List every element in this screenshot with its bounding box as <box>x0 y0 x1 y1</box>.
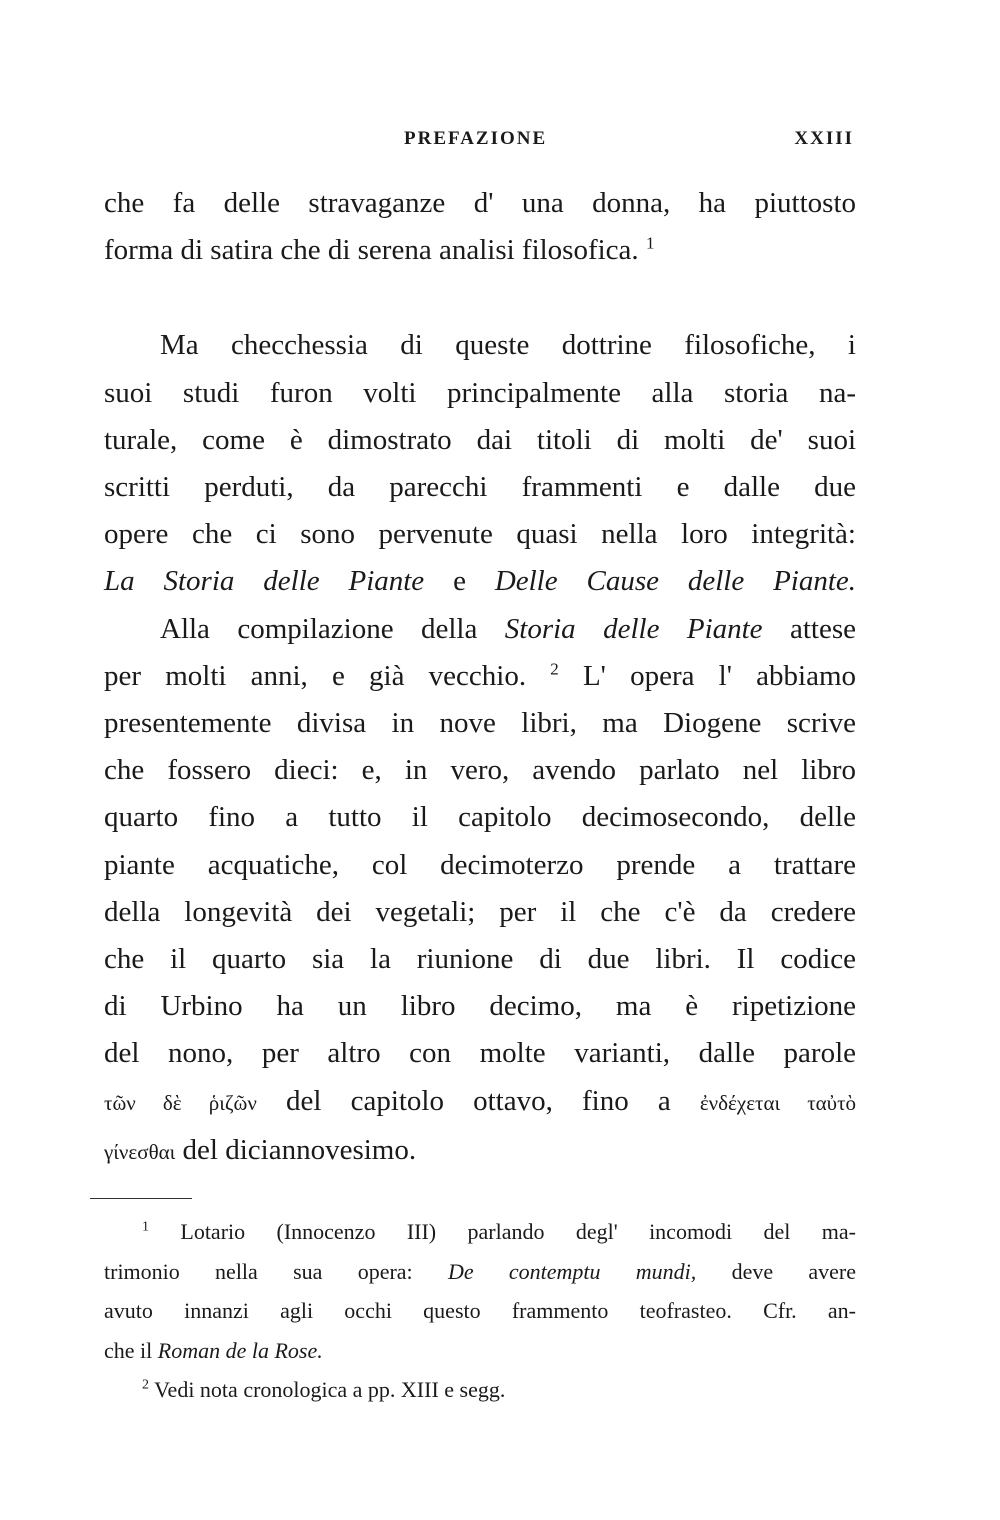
text-span: del diciannovesimo. <box>182 1133 417 1166</box>
text-line: del nono, per altro con molte varianti, dalle parole <box>104 1037 856 1070</box>
text-span: forma di satira che di serena analisi filosofica. <box>104 234 639 267</box>
greek-text: γίνεσθαι <box>104 1139 176 1164</box>
text-line <box>104 1078 856 1127</box>
running-head <box>104 128 854 158</box>
page-number: XXIII <box>794 128 854 149</box>
paragraph-gap <box>104 274 856 322</box>
footnote-ref: 2 <box>550 659 559 679</box>
paragraph <box>104 322 856 605</box>
book-title: Roman de la Rose. <box>157 1337 323 1363</box>
paragraph <box>104 606 856 1176</box>
text-line: scritti perduti, da parecchi frammenti e dalle due <box>104 471 856 504</box>
text-span: Lotario (Innocenzo III) parlando degl' incomodi del ma- <box>180 1219 856 1244</box>
text-line: Ma checchessia di queste dottrine filosofiche, i <box>160 329 856 362</box>
text-span: deve avere <box>731 1258 857 1284</box>
text-line: che fa delle stravaganze d' una donna, ha piuttosto <box>104 187 856 219</box>
running-title: PREFAZIONE <box>404 128 548 149</box>
text-line: piante acquatiche, col decimoterzo prende a trattare <box>104 848 856 881</box>
text-line: della longevità dei vegetali; per il che c'è da credere <box>104 895 856 928</box>
text-line <box>104 653 856 700</box>
text-span: del capitolo ottavo, fino a <box>286 1084 671 1117</box>
book-title: Storia delle Piante <box>504 612 763 645</box>
text-span: che il <box>104 1337 153 1363</box>
text-line: che fossero dieci: e, in vero, avendo parlato nel libro <box>104 754 856 787</box>
footnote-ref: 1 <box>645 233 655 253</box>
text-line: quarto fino a tutto il capitolo decimosecondo, delle <box>104 801 856 834</box>
text-span: Alla compilazione della <box>160 612 478 645</box>
footnote-number: 2 <box>142 1377 149 1393</box>
text-line <box>104 227 856 274</box>
text-line: di Urbino ha un libro decimo, ma è ripetizione <box>104 990 856 1023</box>
text-span: e <box>453 565 466 598</box>
book-title: De contemptu mundi, <box>447 1258 697 1284</box>
text-line <box>104 1252 856 1292</box>
book-title: Delle Cause delle Piante. <box>494 565 857 598</box>
text-span: Vedi nota cronologica a pp. XIII e segg. <box>154 1377 506 1402</box>
text-line <box>104 1127 856 1176</box>
footnote-1 <box>104 1212 856 1370</box>
footnote-number: 1 <box>142 1219 149 1235</box>
footnote-rule <box>90 1198 192 1199</box>
text-line <box>104 1370 856 1410</box>
footnote-2 <box>104 1370 856 1410</box>
text-span: L' opera l' abbiamo <box>582 659 857 692</box>
text-line: presentemente divisa in nove libri, ma Diogene scrive <box>104 707 856 740</box>
book-title: La Storia delle Piante <box>104 565 425 598</box>
text-line: turale, come è dimostrato dai titoli di molti de' suoi <box>104 423 856 456</box>
text-span: attese <box>789 612 856 645</box>
text-span: per molti anni, e già vecchio. <box>104 659 527 692</box>
greek-text: ἐνδέχεται ταὐτὸ <box>699 1090 857 1115</box>
text-line <box>104 606 856 653</box>
text-line <box>104 1331 856 1371</box>
greek-text: τῶν δὲ ῥιζῶν <box>104 1090 257 1115</box>
main-text <box>104 180 856 1176</box>
footnotes <box>104 1212 856 1410</box>
paragraph-continued <box>104 180 856 274</box>
text-line <box>104 1212 856 1252</box>
text-line: avuto innanzi agli occhi questo frammento teofrasteo. Cfr. an- <box>104 1298 856 1323</box>
text-line: opere che ci sono pervenute quasi nella loro integrità: <box>104 518 856 551</box>
text-line <box>104 558 856 605</box>
text-line: che il quarto sia la riunione di due libri. Il codice <box>104 943 856 976</box>
text-span: trimonio nella sua opera: <box>104 1258 413 1284</box>
text-line: suoi studi furon volti principalmente alla storia na- <box>104 376 856 409</box>
